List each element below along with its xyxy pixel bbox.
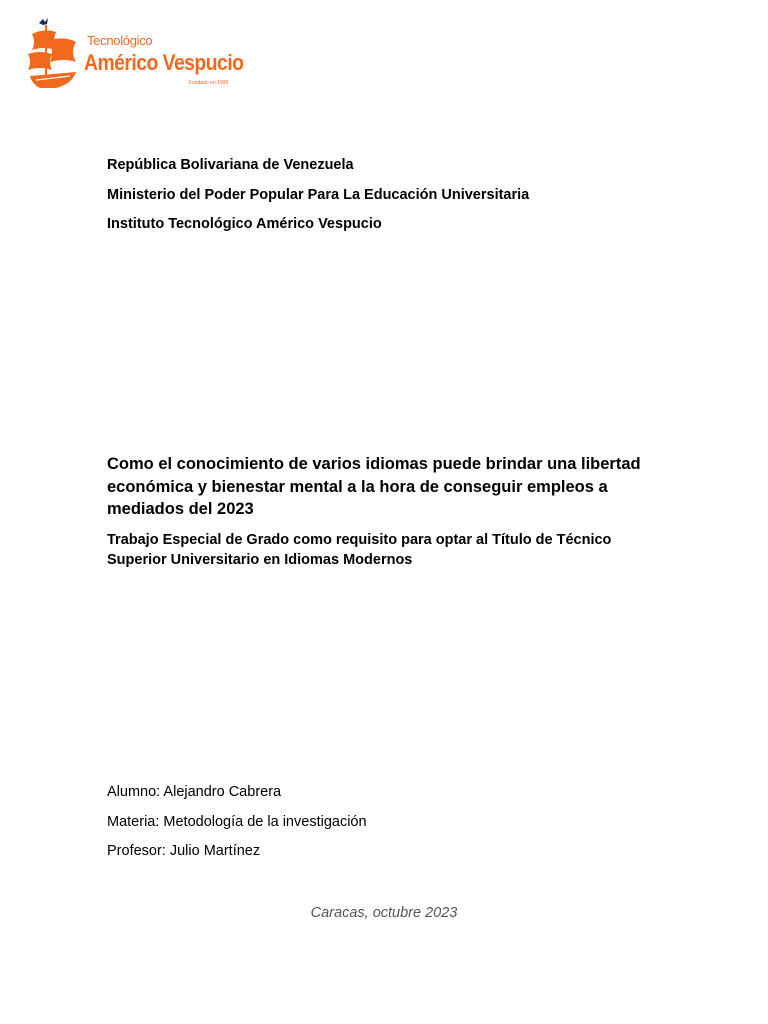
institution-logo [26,16,244,92]
logo-text-tecnologico: Tecnológico [87,33,153,48]
institution-ministry: Ministerio del Poder Popular Para La Educación Universitaria [107,187,530,203]
professor-line: Profesor: Julio Martínez [107,843,261,859]
place-date: Caracas, octubre 2023 [310,905,458,921]
subject-line: Materia: Metodología de la investigación [107,814,367,830]
student-line: Alumno: Alejandro Cabrera [107,784,282,800]
institution-name: Instituto Tecnológico Américo Vespucio [107,216,382,232]
institution-country: República Bolivariana de Venezuela [107,157,354,173]
thesis-subtitle: Trabajo Especial de Grado como requisito para optar al Título de Técnico Superior Universitario en Idiomas Modernos [107,532,612,568]
thesis-title: Como el conocimiento de varios idiomas puede brindar una libertad económica y bienestar mental a la hora de conseguir empleos a mediados del 2023 [107,455,641,518]
logo-text-founded: Fundado en 1999 [189,80,229,86]
ship-logo-icon [26,16,86,92]
logo-text-americo-vespucio: Américo Vespucio [84,50,244,75]
